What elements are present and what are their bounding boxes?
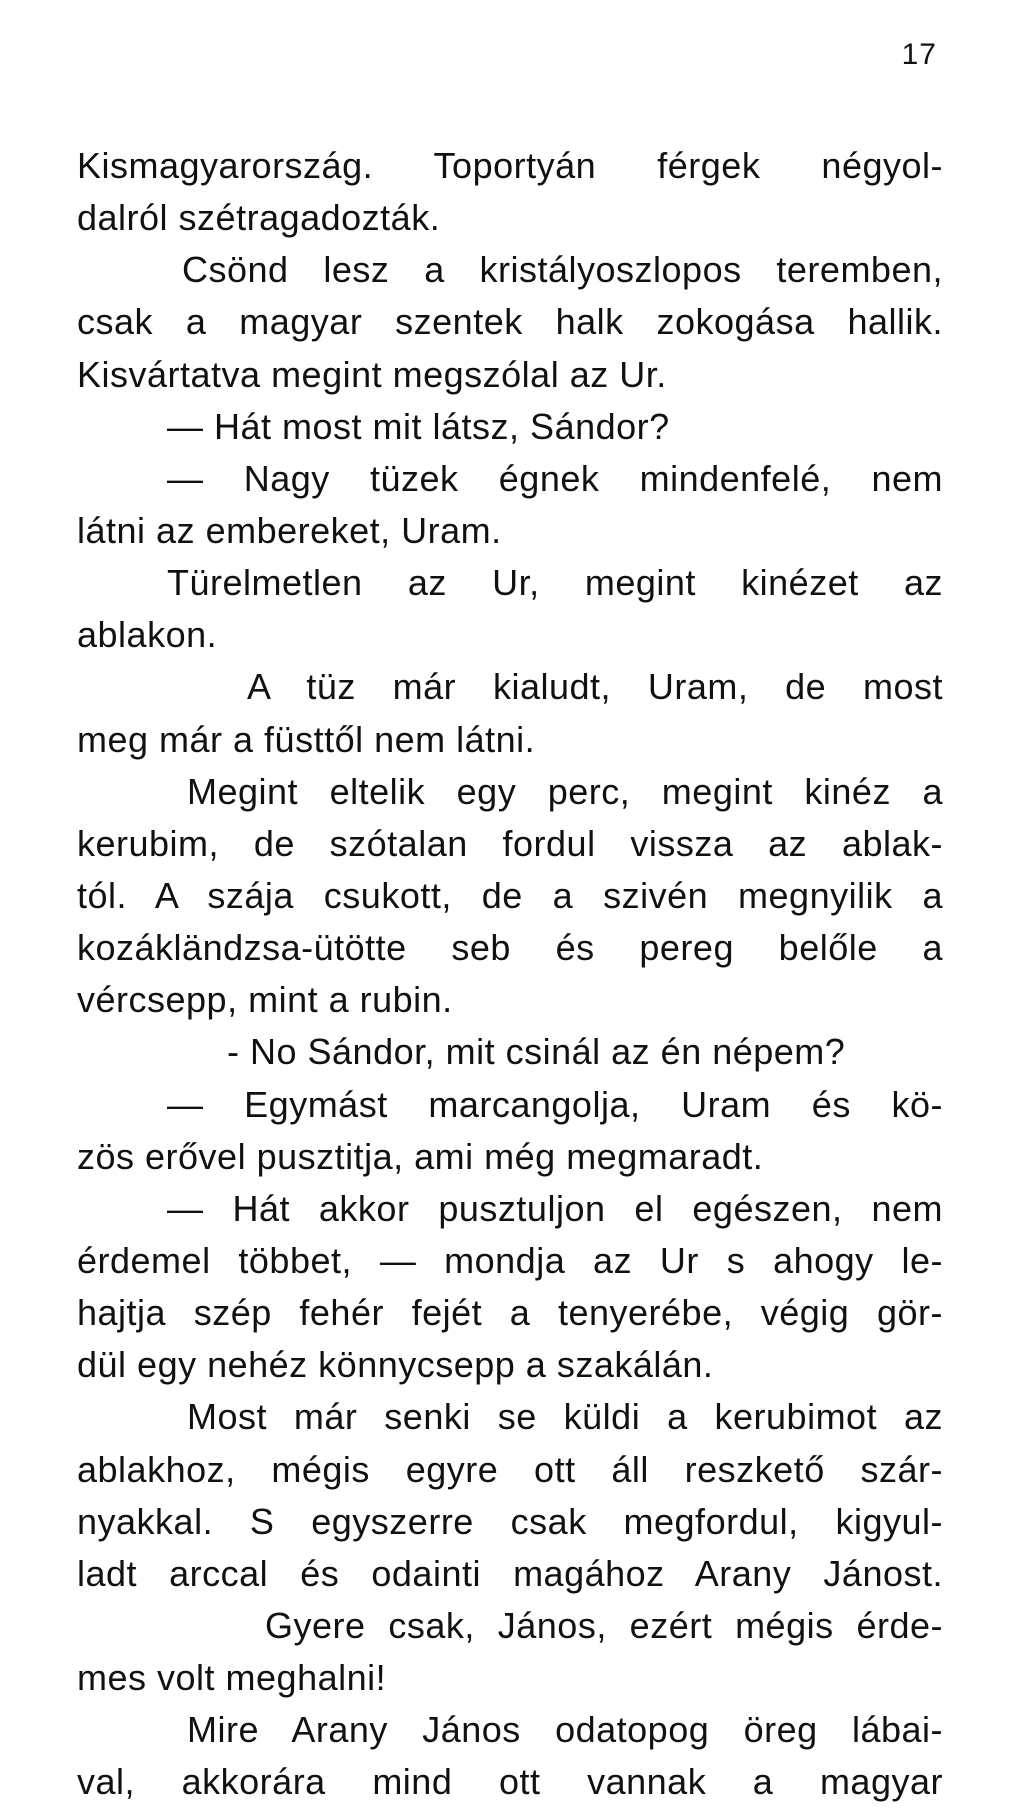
text-line: - No Sándor, mit csinál az én népem?	[227, 1031, 846, 1073]
text-line: — Egymást marcangolja, Uram és kö-	[167, 1083, 943, 1125]
text-line: Kisvártatva megint megszólal az Ur.	[77, 353, 667, 395]
text-line: érdemel többet, — mondja az Ur s ahogy le-	[77, 1239, 943, 1281]
body-text	[77, 140, 943, 1809]
text-line: Gyere csak, János, ezért mégis érde-	[265, 1604, 943, 1646]
text-line: Kismagyarország. Toportyán férgek négyol-	[77, 145, 943, 186]
text-line: látni az embereket, Uram.	[77, 509, 502, 551]
text-line: nyakkal. S egyszerre csak megfordul, kigyul-	[77, 1500, 943, 1542]
text-line: meg már a füsttől nem látni.	[77, 718, 536, 760]
text-line: Most már senki se küldi a kerubimot az	[187, 1396, 943, 1438]
text-line: ablakhoz, mégis egyre ott áll reszkető szár-	[77, 1448, 943, 1490]
page-number: 17	[901, 38, 937, 71]
text-line: — Nagy tüzek égnek mindenfelé, nem	[167, 457, 943, 499]
text-line: A tüz már kialudt, Uram, de most	[247, 666, 943, 708]
text-line: kerubim, de szótalan fordul vissza az ablak-	[77, 822, 943, 864]
text-line: dalról szétragadozták.	[77, 197, 441, 239]
text-line: Mire Arany János odatopog öreg lábai-	[187, 1709, 943, 1751]
text-line: Csönd lesz a kristályoszlopos teremben,	[182, 249, 943, 291]
text-line: kozákländzsa-ütötte seb és pereg belőle a	[77, 927, 943, 969]
text-line: — Hát akkor pusztuljon el egészen, nem	[167, 1187, 943, 1229]
text-line: vércsepp, mint a rubin.	[77, 979, 453, 1021]
text-line: Türelmetlen az Ur, megint kinézet az	[167, 562, 943, 604]
text-line: ablakon.	[77, 614, 218, 656]
text-line: — Hát most mit látsz, Sándor?	[167, 405, 670, 447]
text-line: hajtja szép fehér fejét a tenyerébe, végig gör-	[77, 1292, 943, 1334]
text-line: val, akkorára mind ott vannak a magyar	[77, 1761, 943, 1803]
text-line: mes volt meghalni!	[77, 1657, 387, 1699]
text-line: zös erővel pusztitja, ami még megmaradt.	[77, 1135, 764, 1177]
text-line: ladt arccal és odainti magához Arany Jánost.	[77, 1552, 943, 1594]
text-line: Megint eltelik egy perc, megint kinéz a	[187, 770, 943, 812]
text-line: csak a magyar szentek halk zokogása hallik.	[77, 301, 943, 343]
text-line: dül egy nehéz könnycsepp a szakálán.	[77, 1344, 714, 1386]
text-line: tól. A szája csukott, de a szivén megnyilik a	[77, 874, 943, 916]
